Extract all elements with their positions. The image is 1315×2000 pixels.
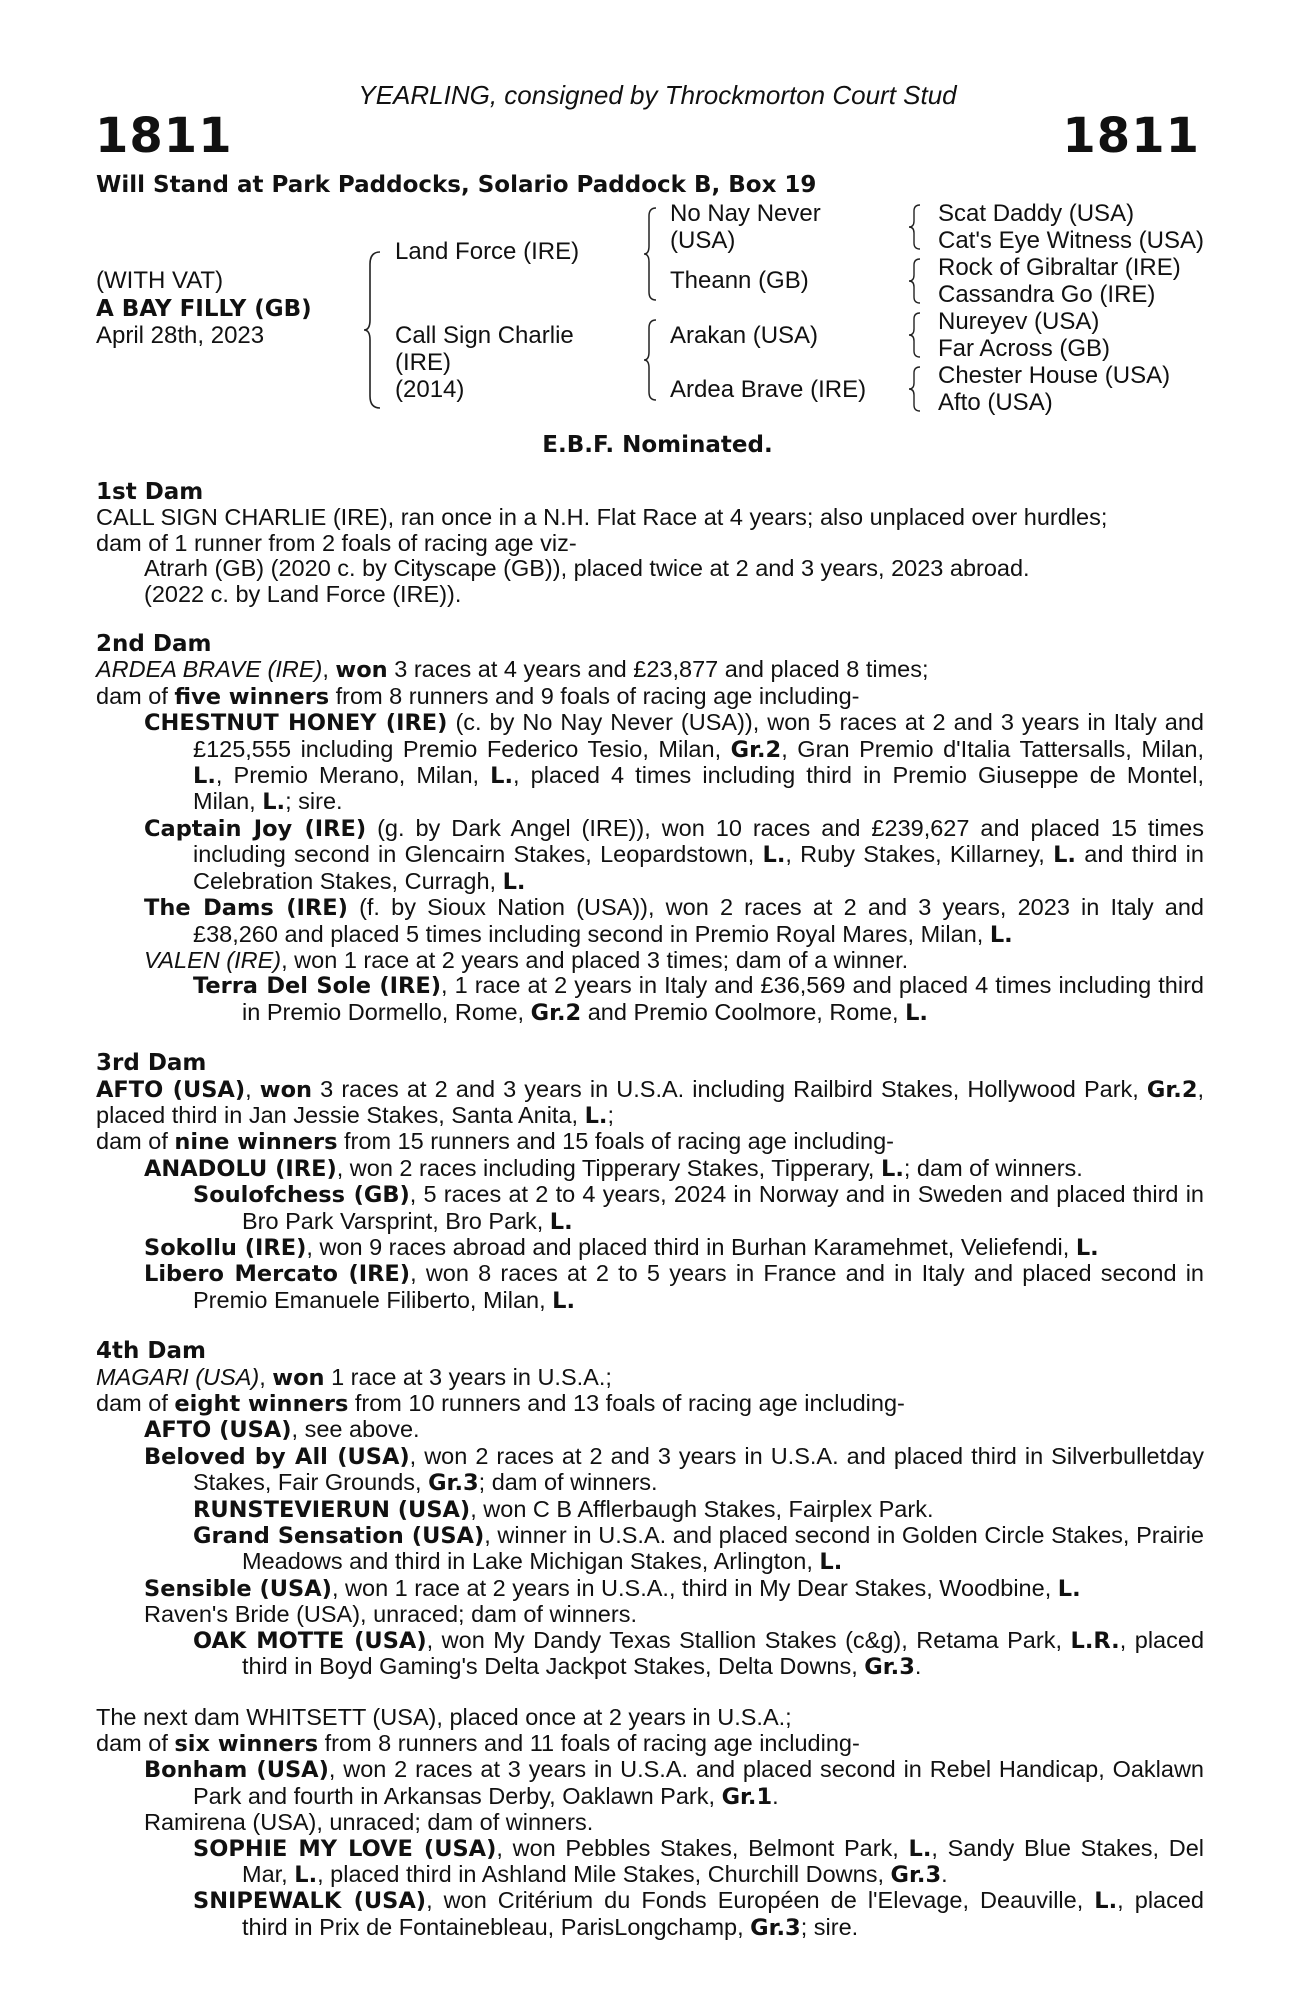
record-text: , won 2 races including Tipperary Stakes, Tipperary, [336, 1154, 881, 1181]
record-text: . [941, 1860, 948, 1887]
record-text: dam of [96, 1390, 175, 1416]
bold-text: won [272, 1364, 325, 1391]
bold-text: L. [549, 1208, 573, 1235]
horse-name: A BAY FILLY (GB) [96, 296, 312, 322]
bold-text: L. [1053, 842, 1076, 869]
dam-section [96, 632, 1204, 1026]
record-line [96, 1156, 1204, 1182]
record-text: , [245, 1075, 260, 1102]
bold-text: Gr.3 [428, 1470, 479, 1497]
record-line [96, 1261, 1204, 1314]
record-line [96, 816, 1204, 895]
record-text: , won 2 races at 2 and 3 years in U.S.A. and placed third in Silverbulletday Stakes, Fair Grounds, [193, 1442, 1204, 1496]
bold-text: Bonham (USA) [144, 1757, 329, 1784]
record-line [96, 1705, 1204, 1730]
record-text: Atrarh (GB) (2020 c. by Cityscape (GB)), placed twice at 2 and 3 years, 2023 abroad. [144, 555, 1030, 582]
pedigree-brace [362, 250, 384, 410]
record-text: , placed third in Boyd Gaming's Delta Jackpot Stakes, Delta Downs, [242, 1626, 1205, 1680]
record-text: . [914, 1653, 922, 1680]
record-text: , won C B Afflerbaugh Stakes, Fairplex Park. [470, 1495, 934, 1522]
record-text: ; [607, 1101, 614, 1128]
bold-text: L. [502, 868, 526, 895]
record-text: , Premio Merano, Milan, [215, 762, 491, 789]
record-text: from 8 runners and 9 foals of racing age including- [329, 682, 860, 709]
record-text: , placed third in Ashland Mile Stakes, Churchill Downs, [317, 1860, 891, 1887]
record-text: , [322, 656, 336, 683]
record-text: , Ruby Stakes, Killarney, [785, 841, 1054, 868]
record-line [96, 1497, 1204, 1523]
record-text: dam of [96, 1128, 175, 1155]
record-text: ; sire. [285, 788, 343, 815]
bold-text: Gr.1 [721, 1783, 773, 1810]
bold-text: L. [819, 1549, 843, 1576]
bold-text: eight winners [174, 1391, 349, 1417]
g3-ancestor-1: Scat Daddy (USA) [938, 200, 1135, 227]
record-line [96, 1602, 1204, 1627]
record-text: , won My Dandy Texas Stallion Stakes (c&g), Retama Park, [426, 1626, 1071, 1653]
dam-line-brace [643, 318, 659, 402]
dam-heading: 3rd Dam [96, 1050, 207, 1077]
record-text: and Premio Coolmore, Rome, [581, 998, 906, 1025]
record-text: 3 races at 4 years and £23,877 and placed 8 times; [387, 656, 929, 683]
record-line [96, 556, 1204, 581]
record-text: , placed third in Prix de Fontainebleau, ParisLongchamp, [242, 1887, 1204, 1940]
record-line [96, 973, 1204, 1026]
record-text: dam of [96, 1729, 175, 1756]
record-text: , placed 4 times including third in Premio Giuseppe de Montel, Milan, [193, 762, 1204, 815]
bold-text: five winners [174, 683, 330, 710]
bold-text: SOPHIE MY LOVE (USA) [193, 1835, 497, 1862]
record-line [96, 1628, 1204, 1681]
record-text: from 8 runners and 11 foals of racing age including- [318, 1729, 860, 1756]
bold-text: Gr.2 [730, 736, 782, 763]
record-line [96, 1576, 1204, 1602]
record-text: , 5 races at 2 to 4 years, 2024 in Norway and in Sweden and placed third in Bro Park Varsprint, Bro Park, [242, 1181, 1204, 1234]
record-text: , won 2 races at 3 years in U.S.A. and placed second in Rebel Handicap, Oaklawn Park and fourth in Arkansas Derby, Oaklawn Park, [193, 1756, 1205, 1809]
sire-sire-line-1: No Nay Never [670, 200, 821, 227]
record-text: (c. by No Nay Never (USA)), won 5 races at 2 and 3 years in Italy and £125,555 including Premio Federico Tesio, Milan, [193, 709, 1205, 762]
record-line [96, 1235, 1204, 1261]
record-text: Ramirena (USA), unraced; dam of winners. [144, 1809, 594, 1836]
record-text: CALL SIGN CHARLIE (IRE), ran once in a N.H. Flat Race at 4 years; also unplaced over hurdles; [96, 504, 1108, 531]
bold-text: L.R. [1070, 1627, 1120, 1654]
dam-name-line-1: Call Sign Charlie [395, 322, 574, 349]
bold-text: L. [989, 921, 1013, 948]
g3-brace-1 [908, 203, 924, 251]
record-text: , winner in U.S.A. and placed second in Golden Circle Stakes, Prairie Meadows and third in Lake Michigan Stakes, Arlington, [242, 1522, 1204, 1575]
bold-text: nine winners [174, 1129, 338, 1156]
g3-ancestor-5: Nureyev (USA) [938, 308, 1100, 335]
vat-note: (WITH VAT) [96, 267, 224, 294]
bold-text: Gr.3 [750, 1914, 801, 1941]
record-text: dam of 1 runner from 2 foals of racing age viz- [96, 529, 577, 556]
bold-text: The Dams (IRE) [144, 895, 348, 922]
record-line [96, 1444, 1204, 1497]
record-text: ; dam of winners. [903, 1154, 1083, 1181]
record-text: from 15 runners and 15 foals of racing age including- [337, 1128, 894, 1155]
record-line [96, 1810, 1204, 1835]
record-text: , won Critérium du Fonds Européen de l'Elevage, Deauville, [426, 1887, 1095, 1914]
bold-text: Gr.2 [1146, 1076, 1198, 1103]
record-text: 1 race at 3 years in U.S.A.; [324, 1363, 612, 1390]
bold-text: L. [490, 763, 514, 790]
produce-record [96, 480, 1204, 1966]
record-text: and third in Celebration Stakes, Curragh, [193, 841, 1204, 894]
bold-text: Gr.2 [530, 999, 582, 1026]
bold-text: RUNSTEVIERUN (USA) [193, 1496, 471, 1523]
record-text: , Gran Premio d'Italia Tattersalls, Milan, [781, 735, 1204, 762]
bold-text: Sensible (USA) [144, 1575, 332, 1602]
bold-text: Gr.3 [890, 1861, 942, 1888]
bold-text: Gr.3 [864, 1654, 915, 1681]
dam-dam-name: Ardea Brave (IRE) [670, 376, 867, 403]
g3-ancestor-7: Chester House (USA) [938, 362, 1171, 389]
bold-text: L. [1075, 1234, 1099, 1261]
record-line [96, 684, 1204, 710]
g3-brace-4 [908, 365, 924, 413]
record-text: , won 1 race at 2 years in U.S.A., third in My Dear Stakes, Woodbine, [331, 1574, 1058, 1601]
bold-text: won [335, 657, 388, 684]
dam-name-line-3: (2014) [395, 376, 465, 403]
g3-ancestor-3: Rock of Gibraltar (IRE) [938, 254, 1181, 281]
italic-text: VALEN (IRE) [144, 946, 282, 973]
ebf-nomination: E.B.F. Nominated. [542, 432, 773, 458]
dam-heading: 1st Dam [96, 479, 204, 505]
record-text: dam of [96, 682, 175, 709]
record-line [96, 1129, 1204, 1155]
bold-text: L. [552, 1287, 576, 1314]
record-line [96, 895, 1204, 948]
record-text: from 10 runners and 13 foals of racing age including- [348, 1390, 905, 1416]
record-text: , Sandy Blue Stakes, Del Mar, [242, 1834, 1205, 1887]
stand-location: Will Stand at Park Paddocks, Solario Paddock B, Box 19 [96, 172, 817, 198]
record-text: Raven's Bride (USA), unraced; dam of winners. [144, 1601, 637, 1628]
record-text: , won 1 race at 2 years and placed 3 times; dam of a winner. [281, 946, 909, 973]
bold-text: Terra Del Sole (IRE) [193, 973, 441, 1000]
record-line [96, 657, 1204, 683]
bold-text: CHESTNUT HONEY (IRE) [144, 710, 448, 737]
sire-line-brace [643, 206, 659, 302]
dam-heading: 2nd Dam [96, 631, 212, 658]
dam-sire-name: Arakan (USA) [670, 322, 819, 349]
record-text: The next dam WHITSETT (USA), placed once at 2 years in U.S.A.; [96, 1704, 792, 1731]
bold-text: L. [1094, 1888, 1118, 1915]
bold-text: L. [262, 789, 286, 816]
bold-text: ANADOLU (IRE) [144, 1155, 337, 1182]
bold-text: AFTO (USA) [96, 1076, 246, 1103]
dam-section [96, 1339, 1204, 1680]
bold-text: Soulofchess (GB) [193, 1182, 410, 1209]
bold-text: L. [762, 842, 786, 869]
g3-brace-3 [908, 311, 924, 359]
dam-section [96, 480, 1204, 607]
record-text: , placed third in Jan Jessie Stakes, Santa Anita, [96, 1075, 1205, 1128]
bold-text: six winners [174, 1730, 319, 1757]
record-text: (f. by Sioux Nation (USA)), won 2 races at 2 and 3 years, 2023 in Italy and £38,260 and placed 5 times including second in Premio Royal Mares, Milan, [193, 894, 1204, 947]
consignment-line: YEARLING, consigned by Throckmorton Court Stud [358, 80, 957, 110]
dam-section [96, 1051, 1204, 1314]
italic-text: MAGARI (USA) [96, 1363, 260, 1390]
bold-text: Libero Mercato (IRE) [144, 1261, 411, 1288]
g3-ancestor-2: Cat's Eye Witness (USA) [938, 227, 1204, 254]
bold-text: SNIPEWALK (USA) [193, 1888, 427, 1915]
lot-number-left: 1811 [95, 108, 233, 164]
bold-text: L. [584, 1102, 608, 1129]
g3-ancestor-4: Cassandra Go (IRE) [938, 281, 1156, 308]
bold-text: Grand Sensation (USA) [193, 1523, 485, 1550]
record-line [96, 948, 1204, 973]
bold-text: won [259, 1076, 313, 1103]
dam-name-line-2: (IRE) [395, 349, 451, 376]
sire-name: Land Force (IRE) [395, 238, 580, 265]
record-text: ; sire. [800, 1913, 859, 1940]
record-line [96, 505, 1204, 530]
bold-text: Sokollu (IRE) [144, 1234, 307, 1261]
bold-text: L. [905, 999, 928, 1026]
g3-brace-2 [908, 257, 924, 305]
dam-heading: 4th Dam [96, 1338, 206, 1365]
record-line [96, 1757, 1204, 1810]
bold-text: OAK MOTTE (USA) [193, 1627, 427, 1654]
bold-text: L. [908, 1835, 932, 1862]
record-text: (2022 c. by Land Force (IRE)). [144, 580, 462, 607]
record-line [96, 710, 1204, 816]
record-line [96, 1731, 1204, 1757]
lot-number-right: 1811 [1062, 108, 1200, 164]
record-line [96, 582, 1204, 607]
foaling-date: April 28th, 2023 [96, 322, 265, 349]
record-text: , [259, 1363, 273, 1390]
record-line [96, 1391, 1204, 1417]
record-text: 3 races at 2 and 3 years in U.S.A. including Railbird Stakes, Hollywood Park, [312, 1075, 1147, 1102]
record-line [96, 1077, 1204, 1130]
record-line [96, 1888, 1204, 1941]
g3-ancestor-8: Afto (USA) [938, 389, 1053, 416]
record-text: , 1 race at 2 years in Italy and £36,569 and placed 4 times including third in Premio Dormello, Rome, [242, 972, 1204, 1025]
record-line [96, 531, 1204, 556]
bold-text: Beloved by All (USA) [144, 1443, 410, 1470]
sire-sire-line-2: (USA) [670, 227, 736, 254]
bold-text: Captain Joy (IRE) [144, 815, 367, 842]
record-line [96, 1182, 1204, 1235]
bold-text: L. [193, 763, 216, 790]
record-text: ; dam of winners. [478, 1469, 658, 1496]
record-line [96, 1417, 1204, 1443]
record-text: , see above. [291, 1416, 420, 1443]
record-text: , won Pebbles Stakes, Belmont Park, [496, 1834, 909, 1861]
dam-section [96, 1705, 1204, 1941]
record-text: , won 8 races at 2 to 5 years in France and in Italy and placed second in Premio Emanuele Filiberto, Milan, [193, 1260, 1204, 1313]
bold-text: L. [880, 1155, 904, 1182]
italic-text: ARDEA BRAVE (IRE) [96, 656, 323, 683]
record-text: (g. by Dark Angel (IRE)), won 10 races and £239,627 and placed 15 times including second in Glencairn Stakes, Leopardstown, [193, 814, 1204, 868]
record-line [96, 1836, 1204, 1889]
record-text: , won 9 races abroad and placed third in Burhan Karamehmet, Veliefendi, [306, 1233, 1076, 1260]
g3-ancestor-6: Far Across (GB) [938, 335, 1111, 362]
sire-dam-name: Theann (GB) [670, 267, 809, 294]
record-text: . [772, 1782, 779, 1809]
bold-text: L. [294, 1861, 318, 1888]
record-line [96, 1523, 1204, 1576]
record-line [96, 1365, 1204, 1391]
bold-text: L. [1057, 1575, 1081, 1602]
bold-text: AFTO (USA) [144, 1417, 292, 1444]
